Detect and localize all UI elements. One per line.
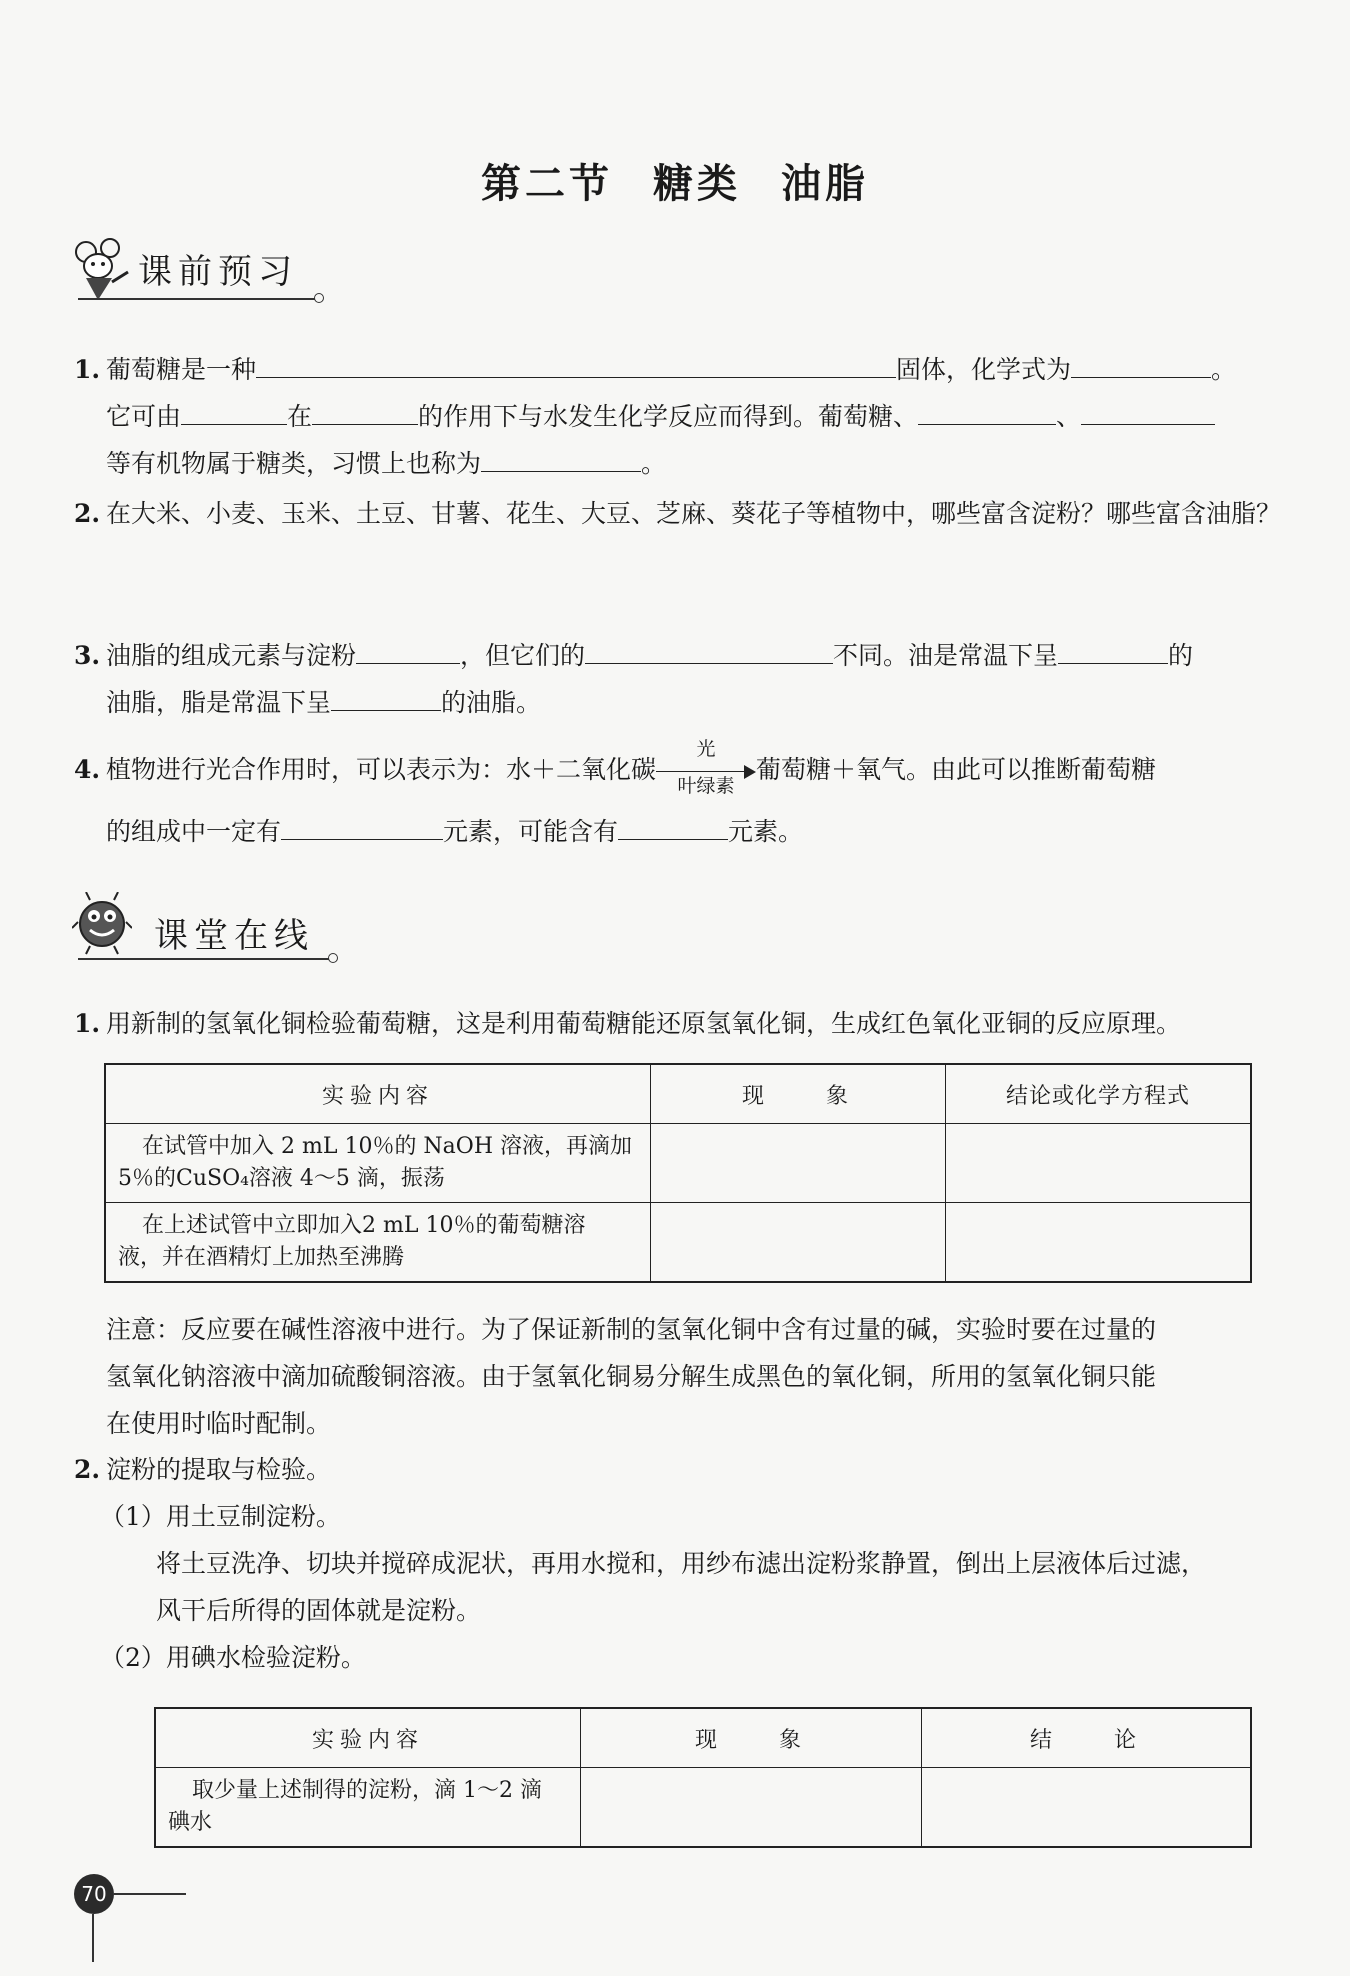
answer-blank[interactable] (1081, 394, 1215, 425)
table-header: 实验内容 (105, 1064, 651, 1124)
section-underline (78, 958, 332, 960)
table-header: 结 论 (922, 1708, 1252, 1768)
experiment-table-2 (154, 1707, 1252, 1848)
experiment-table-1 (104, 1063, 1252, 1283)
answer-blank[interactable] (181, 394, 287, 425)
table-header: 现 象 (581, 1708, 922, 1768)
answer-blank[interactable] (1071, 347, 1211, 378)
answer-blank[interactable] (585, 633, 833, 664)
workbook-page: 第二节 糖类 油脂 课前预习 1. 葡萄糖是一种 固体，化学式为 。 它可由 在 的作用下与水发生化学反应而得到。葡萄糖、 、 等有机物属于糖类，习惯上也称为 。 2. 在大米、小麦、玉米、土豆、甘薯、花生、大豆、芝麻、葵花子等植物中，哪些富含淀粉？哪些富含油脂？ 3. 油脂的组成元素与淀粉 ，但它们的 不同。油是常温下呈 的 油脂，脂是常温下呈 的油脂。 4. 植物进行光合作用时，可以表示为：水＋二氧化碳 光 叶绿素 葡萄糖＋氧气。由此可以推断葡萄糖 的组成中一定有 元素，可能含有 元素。 课堂在线 1. 用新制的氢氧化铜检验葡萄糖，这是利用葡萄糖能还原氢氧化铜，生成红色氧化亚铜的反应原理。 实验内容 现 象 结论或化学方程式 在试管中加入 2 mL 10％的 NaOH 溶液，再滴加 5％的CuSO₄溶液 4～5 滴，振荡 在上述试管中立即加入2 mL 10％的葡萄糖溶 液，并在酒精灯上加热至沸腾 注意：反应要在碱性溶液中进行。为了保证新制的氢氧化铜中含有过量的碱，实验时要在过量的 氢氧化钠溶液中滴加硫酸铜溶液。由于氢氧化铜易分解生成黑色的氧化铜，所用的氢氧化铜只能 在使用时临时配制。 2. 淀粉的提取与检验。 （1）用土豆制淀粉。 将土豆洗净、切块并搅碎成泥状，再用水搅和，用纱布滤出淀粉浆静置，倒出上层液体后过滤， 风干后所得的固体就是淀粉。 （2）用碘水检验淀粉。 实验内容 现 象 结 论 取少量上述制得的淀粉，滴 1～2 滴 碘水 70 (0, 0, 1350, 1976)
answer-cell[interactable] (922, 1768, 1252, 1848)
table-header: 实验内容 (155, 1708, 581, 1768)
answer-cell[interactable] (946, 1203, 1252, 1283)
mouse-mascot-icon (72, 238, 132, 302)
bug-mascot-icon (72, 892, 132, 956)
section-underline-dot (328, 953, 338, 963)
table-row (105, 1203, 1251, 1283)
section-header-preview (72, 238, 332, 308)
answer-blank[interactable] (356, 633, 460, 664)
section-underline-dot (314, 293, 324, 303)
table-row (155, 1768, 1251, 1848)
answer-blank[interactable] (918, 394, 1056, 425)
page-number-line (92, 1914, 94, 1962)
table-cell: 在试管中加入 2 mL 10％的 NaOH 溶液，再滴加 5％的CuSO₄溶液 4～5 滴，振荡 (105, 1124, 651, 1203)
page-number: 70 (74, 1874, 114, 1914)
section-header-classroom (72, 892, 352, 962)
answer-blank[interactable] (618, 809, 728, 840)
section-underline (78, 298, 318, 300)
answer-blank[interactable] (312, 394, 418, 425)
answer-blank[interactable] (481, 441, 641, 472)
answer-blank[interactable] (256, 347, 896, 378)
answer-cell[interactable] (651, 1124, 946, 1203)
section-title: 课前预习 (138, 252, 298, 292)
table-cell: 取少量上述制得的淀粉，滴 1～2 滴 碘水 (155, 1768, 581, 1848)
answer-cell[interactable] (581, 1768, 922, 1848)
table-header: 现 象 (651, 1064, 946, 1124)
table-row (105, 1124, 1251, 1203)
table-cell: 在上述试管中立即加入2 mL 10％的葡萄糖溶 液，并在酒精灯上加热至沸腾 (105, 1203, 651, 1283)
answer-blank[interactable] (331, 680, 441, 711)
table-header: 结论或化学方程式 (946, 1064, 1252, 1124)
reaction-arrow: 光 叶绿素 (656, 757, 756, 787)
answer-blank[interactable] (1058, 633, 1168, 664)
page-title: 第二节 糖类 油脂 (481, 161, 869, 207)
page-number-line (114, 1893, 186, 1895)
answer-cell[interactable] (651, 1203, 946, 1283)
answer-cell[interactable] (946, 1124, 1252, 1203)
answer-blank[interactable] (281, 809, 443, 840)
section-title: 课堂在线 (154, 916, 314, 956)
